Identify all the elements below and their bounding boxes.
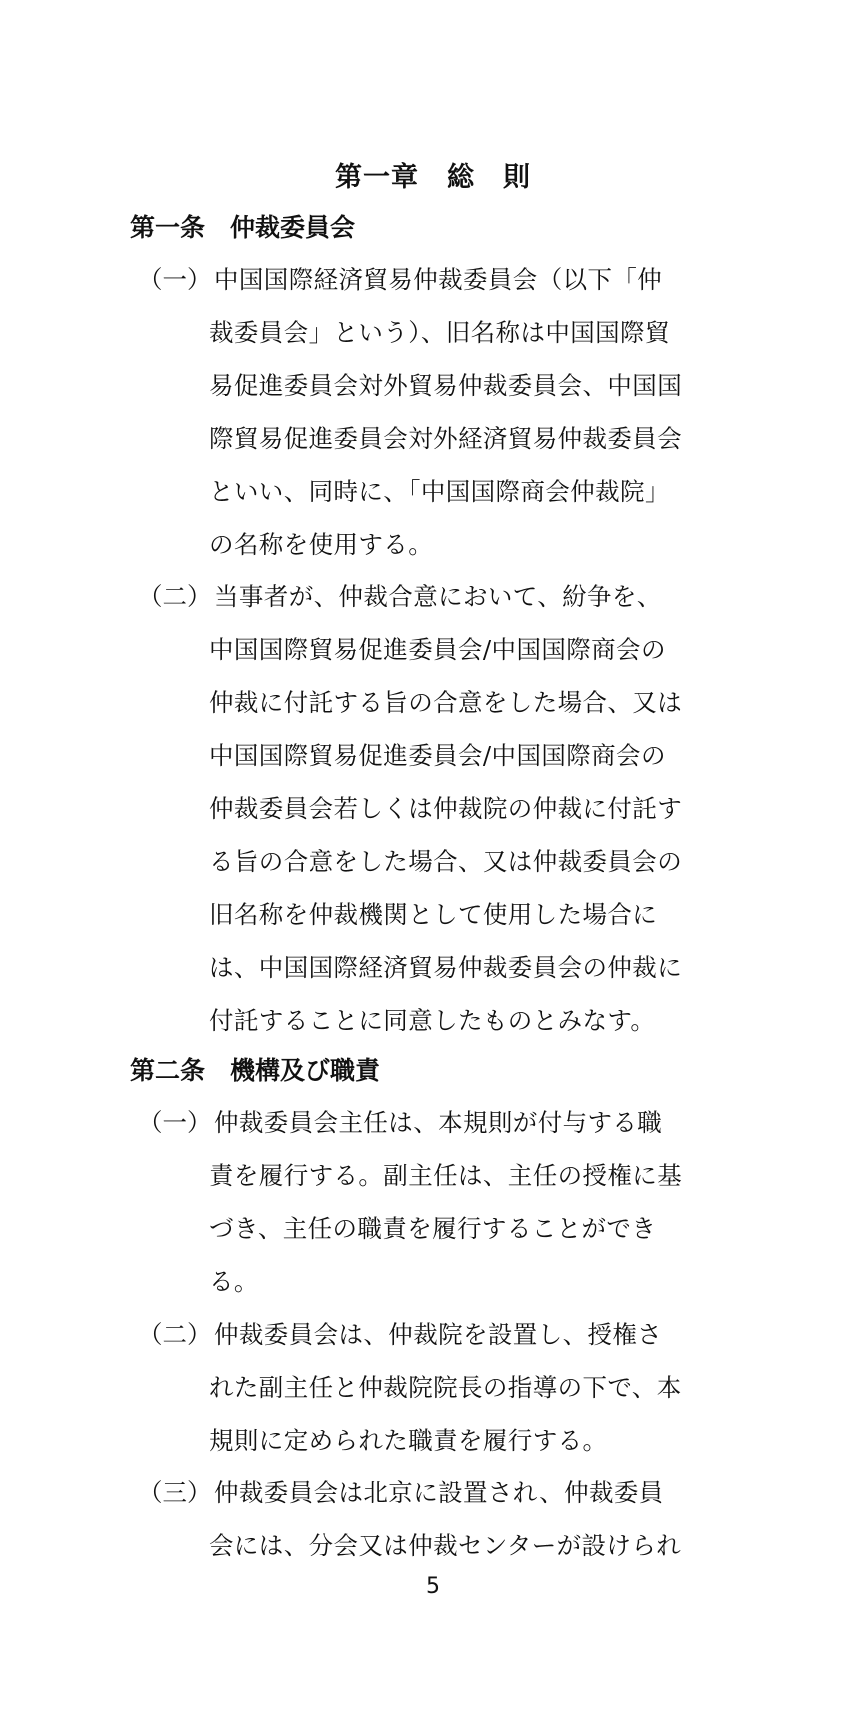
article-heading-2: 第二条 機構及び職責	[130, 1056, 381, 1085]
clause-line: 仲裁委員会若しくは仲裁院の仲裁に付託す	[209, 794, 683, 823]
clause-line: といい、同時に、「中国国際商会仲裁院」	[209, 477, 670, 506]
clause-line: づき、主任の職責を履行することができ	[209, 1214, 657, 1243]
clause-line: の名称を使用する。	[209, 530, 434, 559]
chapter-title: 第一章 総 則	[335, 162, 531, 193]
clause-line: る旨の合意をした場合、又は仲裁委員会の	[209, 847, 683, 876]
clause-line: 責を履行する。副主任は、主任の授権に基	[209, 1161, 683, 1190]
page-number: 5	[426, 1574, 440, 1599]
article-heading-1: 第一条 仲裁委員会	[130, 213, 356, 242]
clause-marker-2-1: （一）	[138, 1108, 212, 1137]
clause-line: は、中国国際経済貿易仲裁委員会の仲裁に	[209, 953, 683, 982]
clause-line: 付託することに同意したものとみなす。	[209, 1006, 656, 1035]
clause-marker-1-1: （一）	[138, 265, 212, 294]
clause-line: 中国国際貿易促進委員会/中国国際商会の	[209, 635, 666, 664]
clause-marker-1-2: （二）	[138, 582, 212, 611]
clause-line: 旧名称を仲裁機関として使用した場合に	[209, 900, 658, 929]
clause-line: 会には、分会又は仲裁センターが設けられ	[209, 1531, 682, 1560]
clause-line: 中国国際貿易促進委員会/中国国際商会の	[209, 741, 666, 770]
clause-line: 仲裁に付託する旨の合意をした場合、又は	[209, 688, 683, 717]
clause-line: 中国国際経済貿易仲裁委員会（以下「仲	[214, 265, 663, 294]
clause-line: 仲裁委員会は、仲裁院を設置し、授権さ	[214, 1320, 663, 1349]
clause-line: 易促進委員会対外貿易仲裁委員会、中国国	[209, 371, 683, 400]
clause-line: 当事者が、仲裁合意において、紛争を、	[214, 582, 662, 611]
clause-line: 際貿易促進委員会対外経済貿易仲裁委員会	[209, 424, 683, 453]
clause-line: る。	[209, 1267, 259, 1296]
clause-line: 仲裁委員会は北京に設置され、仲裁委員	[214, 1478, 664, 1507]
clause-line: 仲裁委員会主任は、本規則が付与する職	[214, 1108, 663, 1137]
clause-line: 裁委員会」という）、旧名称は中国国際貿	[209, 318, 670, 347]
clause-marker-2-2: （二）	[138, 1320, 212, 1349]
clause-marker-2-3: （三）	[138, 1478, 212, 1507]
clause-line: 規則に定められた職責を履行する。	[209, 1426, 608, 1455]
clause-line: れた副主任と仲裁院院長の指導の下で、本	[209, 1373, 682, 1402]
